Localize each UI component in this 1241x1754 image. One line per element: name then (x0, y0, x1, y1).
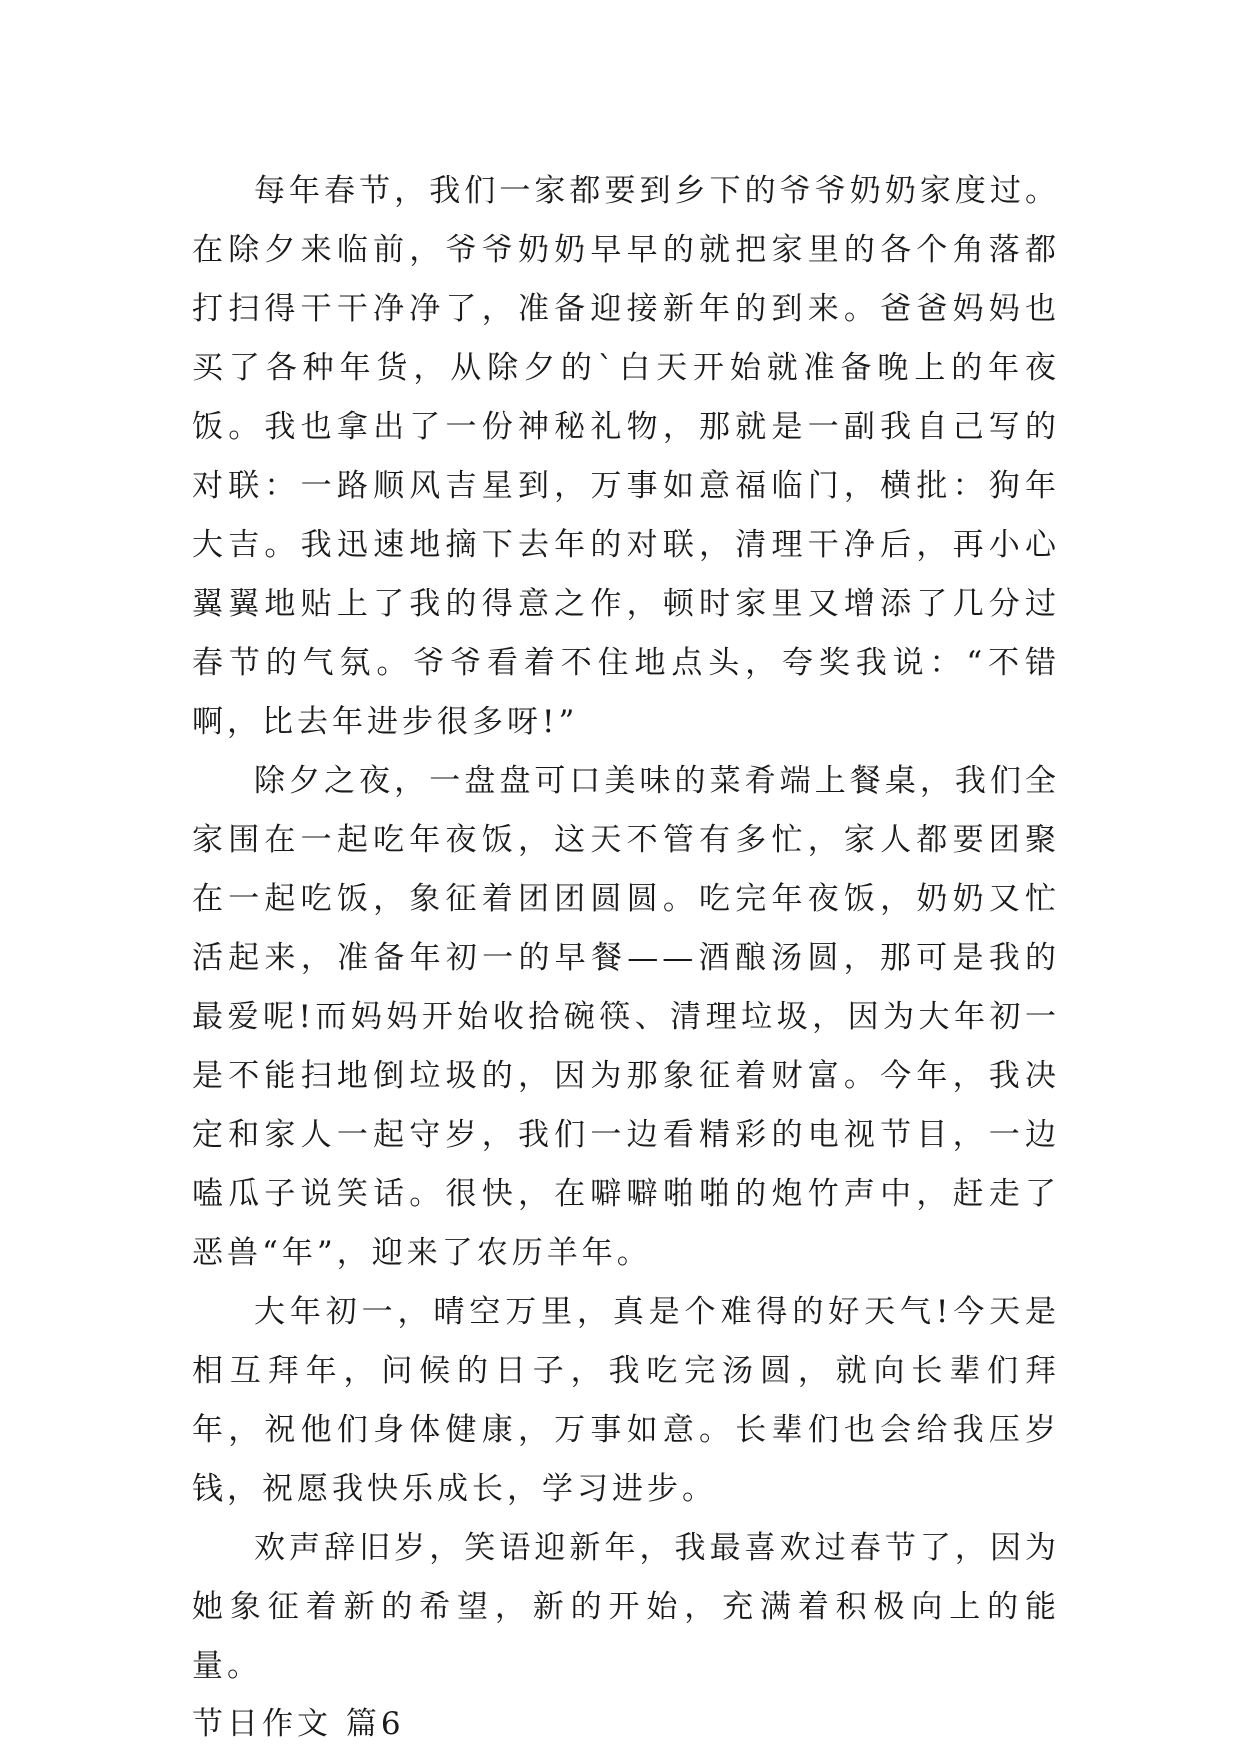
paragraph-new-years-day: 大年初一，晴空万里，真是个难得的好天气!今天是相互拜年，问候的日子，我吃完汤圆，就向长辈们拜年，祝他们身体健康，万事如意。长辈们也会给我压岁钱，祝愿我快乐成长，学习进步。 (192, 1294, 1060, 1507)
paragraph-conclusion: 欢声辞旧岁，笑语迎新年，我最喜欢过春节了，因为她象征着新的希望，新的开始，充满着积极向上的能量。 (192, 1530, 1060, 1684)
paragraph-spring-festival-eve-prep: 每年春节，我们一家都要到乡下的爷爷奶奶家度过。在除夕来临前，爷爷奶奶早早的就把家里的各个角落都打扫得干干净净了，准备迎接新年的到来。爸爸妈妈也买了各种年货，从除夕的`白天开始就准备晚上的年夜饭。我也拿出了一份神秘礼物，那就是一副我自己写的对联：一路顺风吉星到，万事如意福临门，横批：狗年大吉。我迅速地摘下去年的对联，清理干净后，再小心翼翼地贴上了我的得意之作，顿时家里又增添了几分过春节的气氛。爷爷看着不住地点头，夸奖我说：“不错啊，比去年进步很多呀!” (192, 173, 1060, 740)
section-heading: 节日作文 篇6 (192, 1706, 405, 1742)
document-page (192, 162, 1060, 1752)
paragraph-new-years-eve-dinner: 除夕之夜，一盘盘可口美味的菜肴端上餐桌，我们全家围在一起吃年夜饭，这天不管有多忙，家人都要团聚在一起吃饭，象征着团团圆圆。吃完年夜饭，奶奶又忙活起来，准备年初一的早餐——酒酿汤圆，那可是我的最爱呢!而妈妈开始收拾碗筷、清理垃圾，因为大年初一是不能扫地倒垃圾的，因为那象征着财富。今年，我决定和家人一起守岁，我们一边看精彩的电视节目，一边嗑瓜子说笑话。很快，在噼噼啪啪的炮竹声中，赶走了恶兽“年”，迎来了农历羊年。 (192, 763, 1060, 1271)
